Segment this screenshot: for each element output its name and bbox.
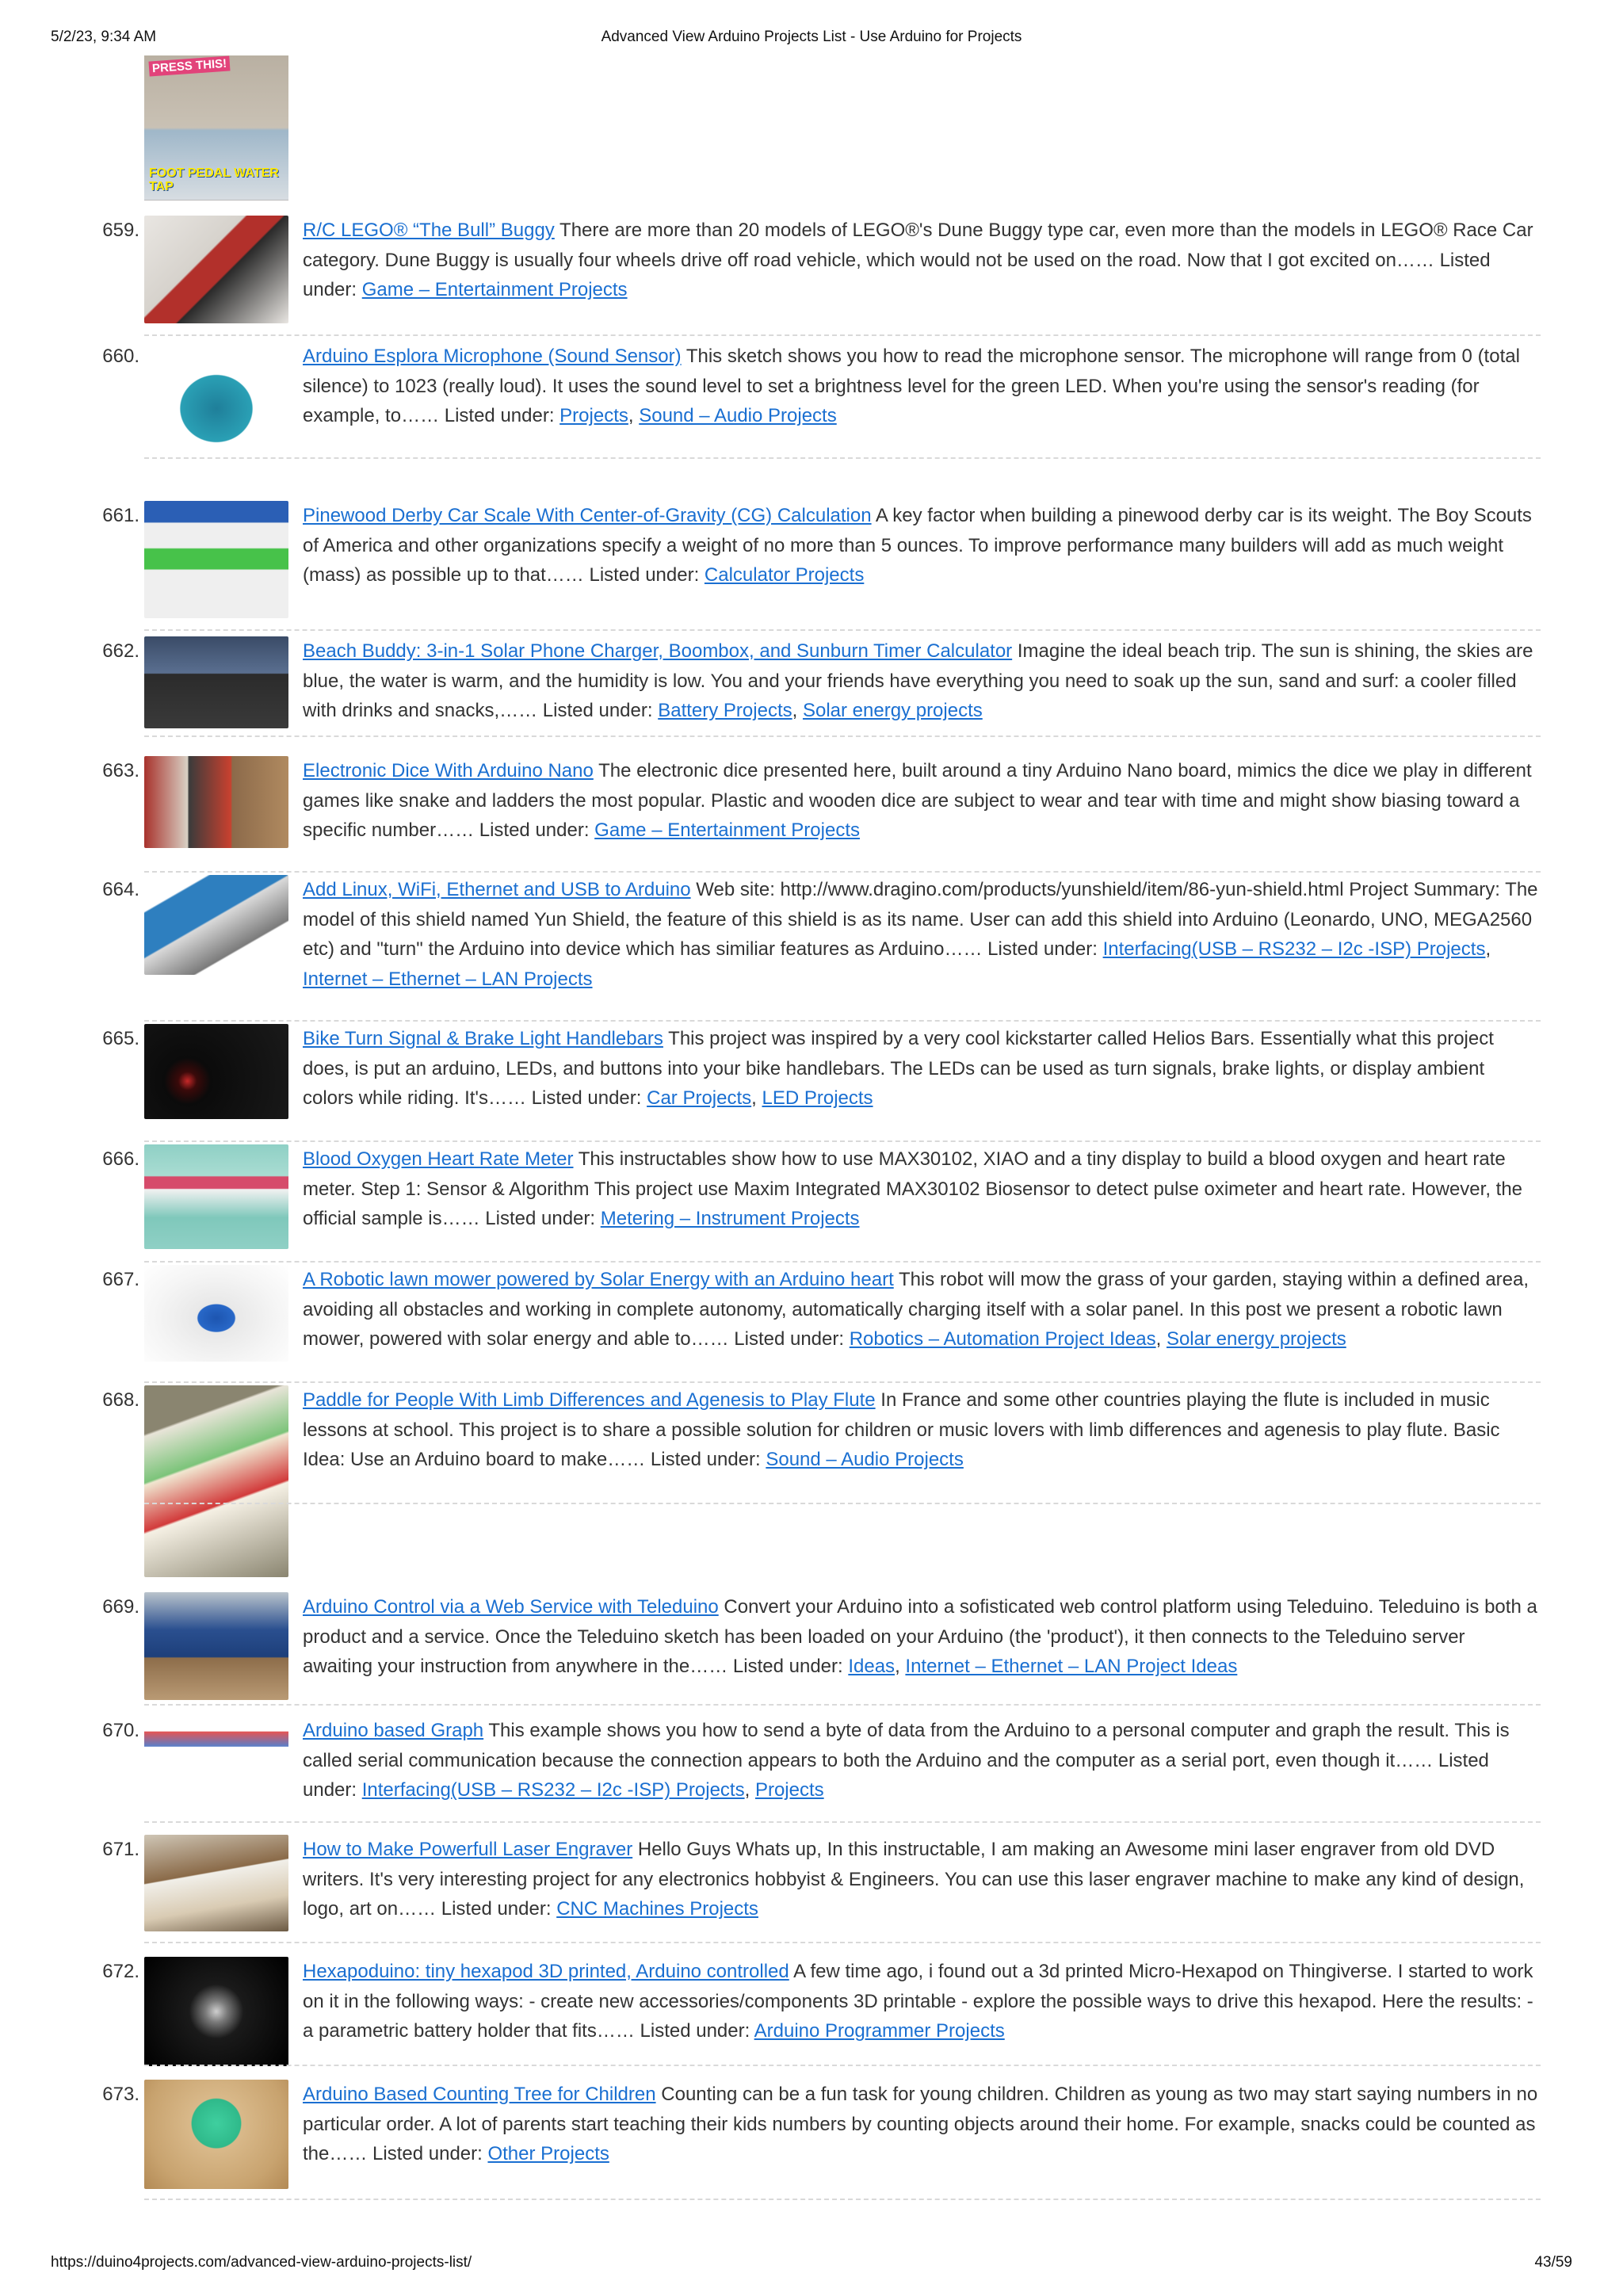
entry-text (303, 2080, 1539, 2169)
entry-number: 660. (102, 346, 139, 367)
entry-thumbnail[interactable] (144, 1144, 288, 1249)
entry-text (303, 1024, 1539, 1114)
category-link[interactable]: Solar energy projects (1166, 1328, 1346, 1350)
entry-title-link[interactable]: Pinewood Derby Car Scale With Center-of-Gravity (CG) Calculation (303, 505, 872, 526)
entry-divider (144, 1140, 1541, 1142)
entry-text (303, 1835, 1539, 1924)
entry-description: This example shows you how to send a byte of data from the Arduino to a personal computer and graph the result. This is called serial communication because the connection appears to both the Arduino and the computer as a serial port, even though it…… Listed under: (303, 1720, 1510, 1801)
entry-description: A key factor when building a pinewood derby car is its weight. The Boy Scouts of America and other organizations specify a weight of no more than 5 ounces. To improve performance many builders will add as much weight (mass) as possible up to that…… Listed under: (303, 505, 1532, 586)
entry-thumbnail[interactable] (144, 1592, 288, 1700)
entry-title-link[interactable]: Paddle for People With Limb Differences and Agenesis to Play Flute (303, 1389, 876, 1411)
entry-divider (144, 1821, 1541, 1823)
category-link[interactable]: Sound – Audio Projects (639, 405, 837, 427)
entry-text (303, 1716, 1539, 1805)
entry-divider (144, 629, 1541, 631)
entry-description: Hello Guys Whats up, In this instructable, I am making an Awesome mini laser engraver from old DVD writers. It's very interesting project for any electronics hobbyist & Engineers. You can use this laser engraver machine to make any kind of design, logo, art on…… Listed under: (303, 1839, 1525, 1920)
entry-thumbnail[interactable] (144, 1957, 288, 2066)
entry-thumbnail[interactable] (144, 1385, 288, 1577)
print-header (51, 29, 1572, 48)
entry-text (303, 756, 1539, 846)
entry-description: This robot will mow the grass of your garden, staying within a defined area, avoiding all obstacles and working in complete autonomy, automatically charging itself with a solar panel. In this post we present a robotic lawn mower, powered with solar energy and able to…… Listed under: (303, 1269, 1529, 1350)
category-separator: , (895, 1656, 906, 1678)
entry-divider (144, 871, 1541, 873)
entry-title-link[interactable]: Blood Oxygen Heart Rate Meter (303, 1148, 574, 1170)
entry-divider (144, 1503, 1541, 1504)
entry-description: The electronic dice presented here, built around a tiny Arduino Nano board, mimics the dice we play in different games like snake and ladders the most popular. Plastic and wooden dice are subject to wear and tear with time and might show biasing toward a specific number…… Listed under: (303, 760, 1532, 842)
entry-number: 666. (102, 1148, 139, 1170)
category-separator: , (792, 700, 803, 722)
entry-description: A few time ago, i found out a 3d printed Micro-Hexapod on Thingiverse. I started to work on it in the following ways: - create new accessories/components 3D printable - explore the possible ways to drive this hexapod. Here the results: - a parametric battery holder that fits…… Listed under: (303, 1961, 1533, 2042)
entry-thumbnail[interactable] (144, 875, 288, 975)
entry-thumbnail[interactable] (144, 2080, 288, 2189)
entry-divider (144, 2199, 1541, 2200)
entry-number: 672. (102, 1961, 139, 1982)
category-link[interactable]: Ideas (848, 1656, 896, 1678)
entry-number: 659. (102, 220, 139, 241)
entry-text (303, 1957, 1539, 2046)
category-link[interactable]: Robotics – Automation Project Ideas (849, 1328, 1156, 1350)
entry-description: This project was inspired by a very cool kickstarter called Helios Bars. Essentially what this project does, is put an arduino, LEDs, and buttons into your bike handlebars. The LEDs can be used as turn signals, brake lights, or display ambient colors while riding. It's…… Listed under: (303, 1028, 1494, 1110)
category-link[interactable]: Metering – Instrument Projects (600, 1208, 860, 1230)
category-link[interactable]: Projects (559, 405, 628, 427)
entry-title-link[interactable]: A Robotic lawn mower powered by Solar Energy with an Arduino heart (303, 1269, 894, 1290)
entry-text (303, 1592, 1539, 1682)
category-link[interactable]: Game – Entertainment Projects (361, 279, 628, 301)
entry-title-link[interactable]: Arduino Esplora Microphone (Sound Sensor) (303, 346, 682, 367)
entry-description: Counting can be a fun task for young children. Children as young as two may start saying numbers in no particular order. A lot of parents start teaching their kids numbers by counting objects around their home. For example, snacks could be counted as the…… Listed under: (303, 2084, 1538, 2165)
entry-description: In France and some other countries playing the flute is included in music lessons at school. This project is to share a possible solution for children or music lovers with limb differences and agenesis to play flute. Basic Idea: Use an Arduino board to make…… Listed under: (303, 1389, 1500, 1471)
entry-divider (144, 1381, 1541, 1383)
category-link[interactable]: CNC Machines Projects (556, 1898, 758, 1920)
previous-entry-thumbnail[interactable] (144, 55, 288, 201)
entry-number: 663. (102, 760, 139, 781)
print-page-title: Advanced View Arduino Projects List - Use Arduino for Projects (601, 29, 1022, 45)
entry-description: This instructables show how to use MAX30102, XIAO and a tiny display to build a blood oxygen and heart rate meter. Step 1: Sensor & Algorithm This project use Maxim Integrated MAX30102 Biosensor to detect pulse oximeter and heart rate. However, the official sample is…… Listed under: (303, 1148, 1523, 1230)
entry-text (303, 1265, 1539, 1354)
entry-title-link[interactable]: Electronic Dice With Arduino Nano (303, 760, 594, 781)
entry-thumbnail[interactable] (144, 501, 288, 618)
entry-number: 671. (102, 1839, 139, 1860)
category-link[interactable]: Interfacing(USB – RS232 – I2c -ISP) Projects (361, 1779, 745, 1801)
entry-number: 661. (102, 505, 139, 526)
entry-description: Convert your Arduino into a sofisticated web control platform using Teleduino. Teleduino is both a product and a service. Once the Teleduino sketch has been loaded on your Arduino (the 'product'), it then connects to the Teleduino server awaiting your instruction from anywhere in the…… Listed under: (303, 1596, 1537, 1678)
category-link[interactable]: Arduino Programmer Projects (754, 2020, 1005, 2042)
category-separator: , (744, 1779, 755, 1801)
entry-divider (144, 735, 1541, 737)
entry-title-link[interactable]: Add Linux, WiFi, Ethernet and USB to Arduino (303, 879, 691, 900)
entry-number: 673. (102, 2084, 139, 2105)
category-link[interactable]: Battery Projects (658, 700, 792, 722)
entry-thumbnail[interactable] (144, 1835, 288, 1931)
category-link[interactable]: Internet – Ethernet – LAN Projects (303, 968, 593, 991)
entry-text (303, 636, 1539, 726)
entry-divider (144, 1704, 1541, 1706)
entry-title-link[interactable]: Hexapoduino: tiny hexapod 3D printed, Arduino controlled (303, 1961, 789, 1982)
entry-thumbnail[interactable] (144, 636, 288, 728)
entry-title-link[interactable]: How to Make Powerfull Laser Engraver (303, 1839, 633, 1860)
entry-number: 670. (102, 1720, 139, 1741)
entry-number: 665. (102, 1028, 139, 1049)
entry-divider (144, 2065, 1541, 2066)
entry-divider (144, 1261, 1541, 1263)
entry-text (303, 875, 1539, 995)
entry-divider (144, 457, 1541, 459)
entry-description: There are more than 20 models of LEGO®'s Dune Buggy type car, even more than the models in LEGO® Race Car category. Dune Buggy is usually four wheels drive off road vehicle, which would not be used on the road. Now that I got excited on…… Listed under: (303, 220, 1533, 301)
print-datetime: 5/2/23, 9:34 AM (51, 29, 157, 45)
thumbnail-caption-top: PRESS THIS! (148, 55, 230, 76)
entry-text (303, 1144, 1539, 1234)
entry-title-link[interactable]: Arduino Based Counting Tree for Children (303, 2084, 656, 2105)
category-separator: , (751, 1087, 762, 1110)
entry-divider (144, 1020, 1541, 1022)
category-link[interactable]: Internet – Ethernet – LAN Project Ideas (905, 1656, 1238, 1678)
category-separator: , (1485, 938, 1491, 961)
category-link[interactable]: Calculator Projects (704, 564, 865, 586)
entry-title-link[interactable]: Bike Turn Signal & Brake Light Handlebars (303, 1028, 663, 1049)
entry-text (303, 342, 1539, 431)
entry-title-link[interactable]: Arduino Control via a Web Service with Teleduino (303, 1596, 719, 1618)
category-link[interactable]: Sound – Audio Projects (766, 1449, 964, 1471)
entry-thumbnail[interactable] (144, 756, 288, 848)
entry-text (303, 216, 1539, 305)
entry-divider (144, 1942, 1541, 1943)
category-link[interactable]: Interfacing(USB – RS232 – I2c -ISP) Projects (1102, 938, 1486, 961)
entry-title-link[interactable]: R/C LEGO® “The Bull” Buggy (303, 220, 555, 241)
entry-thumbnail[interactable] (144, 342, 288, 445)
category-link[interactable]: Other Projects (487, 2143, 609, 2165)
category-link[interactable]: Solar energy projects (802, 700, 983, 722)
entry-divider (144, 334, 1541, 336)
entry-number: 669. (102, 1596, 139, 1618)
entry-number: 668. (102, 1389, 139, 1411)
entry-thumbnail[interactable] (144, 1024, 288, 1119)
category-link[interactable]: Projects (754, 1779, 824, 1801)
print-footer (51, 2254, 1572, 2273)
entry-title-link[interactable]: Beach Buddy: 3-in-1 Solar Phone Charger, Boombox, and Sunburn Timer Calculator (303, 640, 1013, 662)
entry-thumbnail[interactable] (144, 216, 288, 323)
category-link[interactable]: Car Projects (647, 1087, 752, 1110)
entry-thumbnail[interactable] (144, 1716, 288, 1792)
entry-text (303, 501, 1539, 590)
category-separator: , (1155, 1328, 1167, 1350)
entry-number: 667. (102, 1269, 139, 1290)
entry-description: Imagine the ideal beach trip. The sun is shining, the skies are blue, the water is warm, and the humidity is low. You and your friends have everything you need to soak up the sun, sand and surf: a cooler filled with drinks and snacks,…… Listed under: (303, 640, 1533, 722)
entry-number: 664. (102, 879, 139, 900)
category-link[interactable]: Game – Entertainment Projects (594, 819, 860, 842)
category-separator: , (628, 405, 640, 427)
entry-description: This sketch shows you how to read the microphone sensor. The microphone will range from 0 (total silence) to 1023 (really loud). It uses the sound level to set a brightness level for the green LED. When you're using the sensor's reading (for example, to…… Listed under: (303, 346, 1520, 427)
entry-text (303, 1385, 1539, 1475)
print-url: https://duino4projects.com/advanced-view-arduino-projects-list/ (51, 2254, 472, 2271)
entry-number: 662. (102, 640, 139, 662)
entry-description: Web site: http://www.dragino.com/products/yunshield/item/86-yun-shield.html Project Summary: The model of this shield named Yun Shield, the feature of this shield is as its name. User can add this shield into Arduino (Leonardo, UNO, MEGA2560 etc) and "turn" the Arduino into device which has similiar features as Arduino…… Listed under: (303, 879, 1538, 961)
entry-title-link[interactable]: Arduino based Graph (303, 1720, 484, 1741)
category-link[interactable]: LED Projects (762, 1087, 873, 1110)
print-page-number: 43/59 (1534, 2254, 1572, 2271)
entry-thumbnail[interactable] (144, 1265, 288, 1362)
thumbnail-caption-bottom: FOOT PEDAL WATER TAP (149, 166, 279, 193)
